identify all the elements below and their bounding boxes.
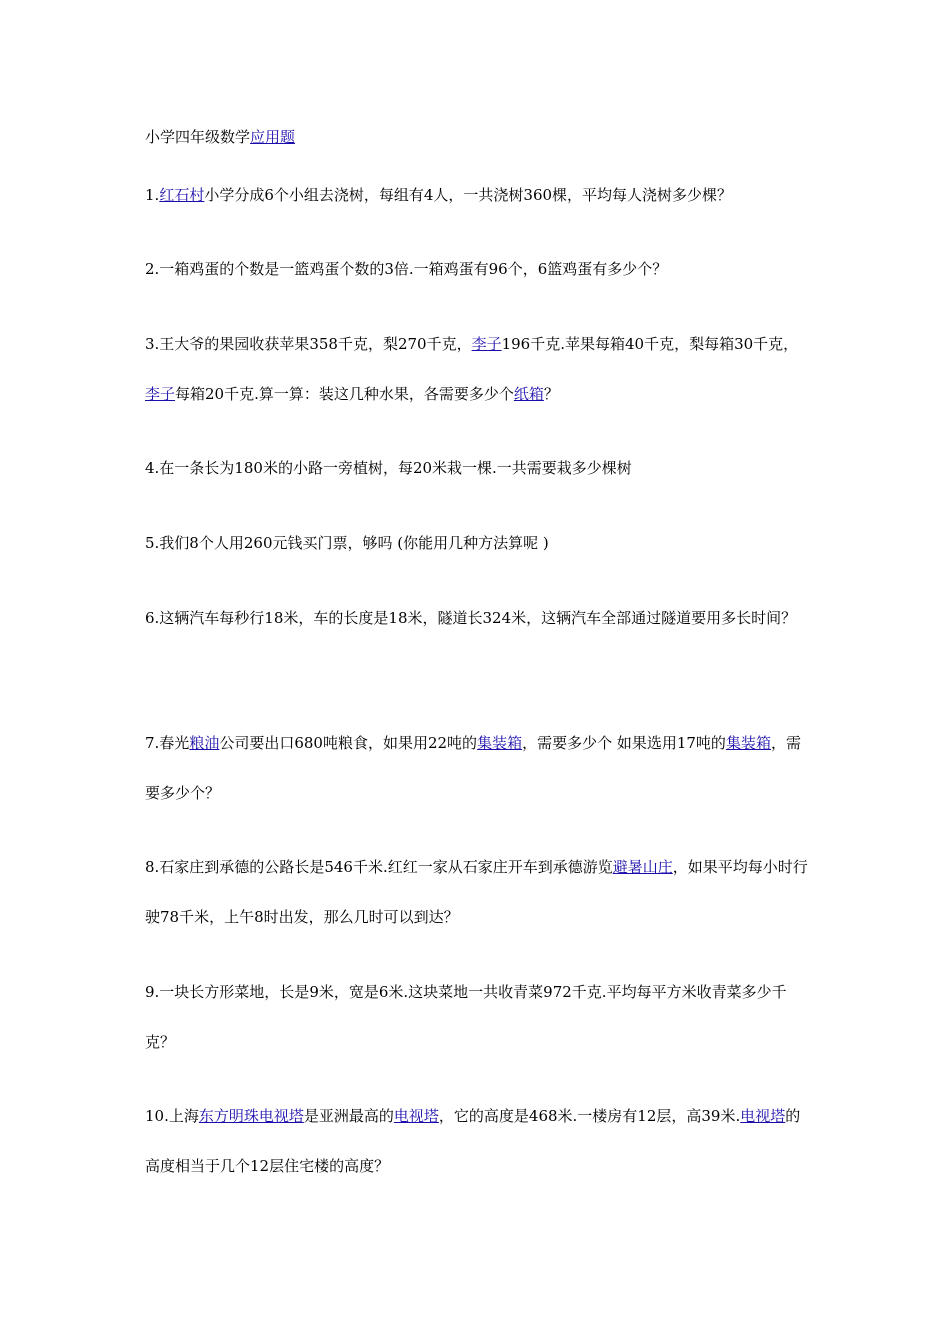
- question-4: [145, 443, 810, 493]
- question-link[interactable]: 避暑山庄: [612, 858, 673, 876]
- question-10: [145, 1091, 810, 1191]
- question-text: ，它的高度是468米.一楼房有12层，高39米.: [438, 1107, 741, 1125]
- question-link[interactable]: 纸箱: [513, 385, 544, 403]
- question-text: 3.王大爷的果园收获苹果358千克，梨270千克，: [145, 335, 472, 353]
- question-text: 9.一块长方形菜地，长是9米，宽是6米.这块菜地一共收青菜972千克.平均每平方米收青菜多少千克？: [145, 983, 787, 1051]
- document-title: [145, 112, 810, 162]
- question-1: [145, 170, 810, 220]
- question-6: [145, 593, 810, 643]
- question-text: 6.这辆汽车每秒行18米，车的长度是18米，隧道长324米，这辆汽车全部通过隧道要用多长时间？: [145, 609, 797, 627]
- question-text: ，需要多少个 如果选用17吨的: [522, 734, 726, 752]
- question-3: [145, 319, 810, 419]
- question-link[interactable]: 集装箱: [725, 734, 771, 752]
- question-link[interactable]: 东方明珠电视塔: [198, 1107, 304, 1125]
- title-link[interactable]: 应用题: [250, 128, 296, 146]
- question-text: 8.石家庄到承德的公路长是546千米.红红一家从石家庄开车到承德游览: [145, 858, 613, 876]
- question-link[interactable]: 电视塔: [393, 1107, 439, 1125]
- question-text: ？: [543, 385, 559, 403]
- question-text: 是亚洲最高的: [303, 1107, 394, 1125]
- question-text: 4.在一条长为180米的小路一旁植树，每20米栽一棵.一共需要栽多少棵树: [145, 459, 632, 477]
- question-link[interactable]: 李子: [145, 385, 176, 403]
- question-text: 的高度相当于几个12层住宅楼的高度？: [145, 1107, 801, 1175]
- question-text: 1.: [145, 186, 160, 204]
- question-link[interactable]: 集装箱: [477, 734, 523, 752]
- question-text: 小学分成6个小组去浇树，每组有4人，一共浇树360棵，平均每人浇树多少棵？: [204, 186, 733, 204]
- question-link[interactable]: 红石村: [159, 186, 205, 204]
- question-text: 10.上海: [145, 1107, 199, 1125]
- title-text: 小学四年级数学: [145, 128, 251, 146]
- question-text: 每箱20千克.算一算：装这几种水果，各需要多少个: [175, 385, 514, 403]
- question-8: [145, 842, 810, 942]
- question-5: [145, 518, 810, 568]
- question-text: 196千克.苹果每箱40千克，梨每箱30千克，: [501, 335, 799, 353]
- question-text: 7.春光: [145, 734, 190, 752]
- question-7: [145, 718, 810, 818]
- question-text: 2.一箱鸡蛋的个数是一篮鸡蛋个数的3倍.一箱鸡蛋有96个，6篮鸡蛋有多少个？: [145, 260, 668, 278]
- question-text: ，需要多少个？: [145, 734, 801, 802]
- question-9: [145, 967, 810, 1067]
- question-link[interactable]: 粮油: [189, 734, 220, 752]
- question-2: [145, 244, 810, 294]
- question-text: ，如果平均每小时行驶78千米，上午8时出发，那么几时可以到达？: [145, 858, 808, 926]
- question-link[interactable]: 李子: [471, 335, 502, 353]
- question-text: 公司要出口680吨粮食，如果用22吨的: [219, 734, 478, 752]
- question-link[interactable]: 电视塔: [740, 1107, 786, 1125]
- question-text: 5.我们8个人用260元钱买门票，够吗 (你能用几种方法算呢 ): [145, 534, 549, 552]
